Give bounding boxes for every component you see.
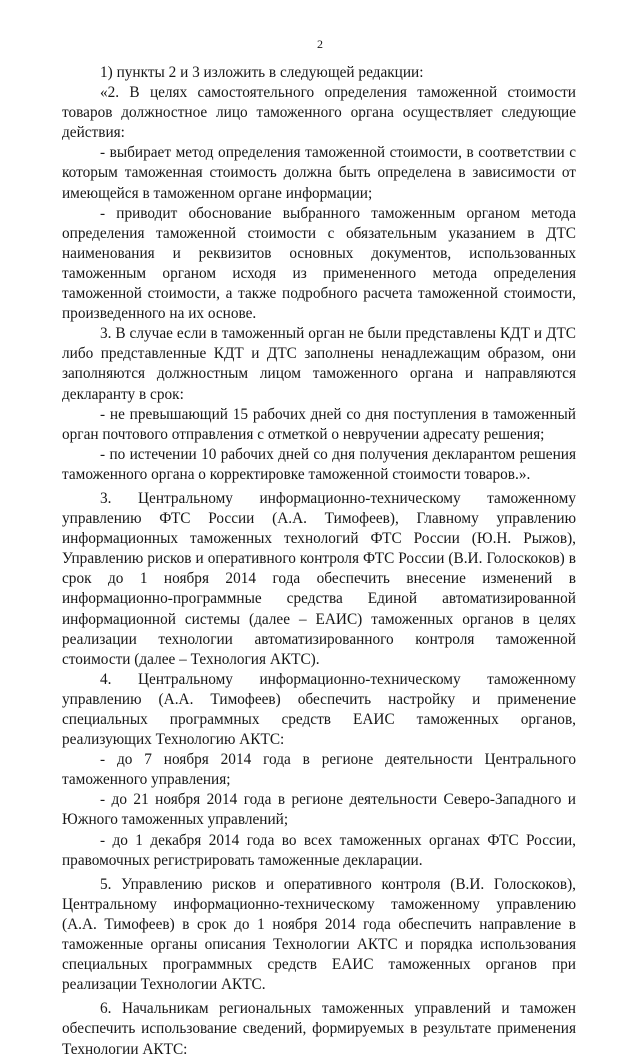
- paragraph-item-2-bullet-1: - выбирает метод определения таможенной стоимости, в соответствии с которым таможенная стоимость должна быть определена в зависимости от имеющейся в таможенном органе информации;: [62, 144, 576, 202]
- paragraph-section-4: 4. Центральному информационно-техническому таможенному управлению (А.А. Тимофеев) обеспечить настройку и применение специальных программных средств ЕАИС таможенных органов, реализующих Технологию АКТС:: [62, 670, 576, 749]
- paragraph-item-3: 3. В случае если в таможенный орган не были представлены КДТ и ДТС либо представленные КДТ и ДТС заполнены ненадлежащим образом, они заполняются должностным лицом таможенного органа и направляются декларанту в срок:: [62, 325, 576, 403]
- paragraph-item-3-bullet-1: - не превышающий 15 рабочих дней со дня поступления в таможенный орган почтового отправления с отметкой о невручении адресату решения;: [62, 405, 576, 443]
- paragraph-amendment-intro: 1) пункты 2 и 3 изложить в следующей редакции:: [100, 64, 424, 81]
- paragraph-section-6: 6. Начальникам региональных таможенных управлений и таможен обеспечить использование сведений, формируемых в результате применения Технологии АКТС:: [62, 1000, 576, 1058]
- paragraph-section-4-bullet-3: - до 1 декабря 2014 года во всех таможенных органах ФТС России, правомочных регистрировать таможенные декларации.: [62, 831, 576, 869]
- paragraph-section-5: 5. Управлению рисков и оперативного контроля (В.И. Голоскоков), Центральному информационно-техническому таможенному управлению (А.А. Тимофеев) в срок до 1 ноября 2014 года обеспечить направление в таможенные органы описания Технологии АКТС и порядка использования специальных программных средств ЕАИС таможенных органов при реализации Технологии АКТС.: [62, 875, 576, 994]
- paragraph-item-2: «2. В целях самостоятельного определения таможенной стоимости товаров должностное лицо таможенного органа осуществляет следующие действия:: [62, 84, 576, 142]
- paragraph-section-4-bullet-1: - до 7 ноября 2014 года в регионе деятельности Центрального таможенного управления;: [62, 751, 576, 789]
- page-number: 2: [317, 37, 323, 51]
- paragraph-item-3-bullet-2: - по истечении 10 рабочих дней со дня получения декларантом решения таможенного органа о корректировке таможенной стоимости товаров.».: [62, 445, 576, 483]
- paragraph-section-3: 3. Центральному информационно-техническому таможенному управлению ФТС России (А.А. Тимофеев), Главному управлению информационных таможенных технологий ФТС России (Ю.Н. Рыжов), Управлению рисков и оперативного контроля ФТС России (В.И. Голоскоков) в срок до 1 ноября 2014 года обеспечить внесение изменений в информационно-программные средства Единой автоматизированной информационной системы (далее – ЕАИС) таможенных органов в целях реализации технологии автоматизированного контроля таможенной стоимости (далее – Технология АКТС).: [62, 489, 576, 668]
- paragraph-section-4-bullet-2: - до 21 ноября 2014 года в регионе деятельности Северо-Западного и Южного таможенных управлений;: [62, 791, 576, 829]
- paragraph-item-2-bullet-2: - приводит обоснование выбранного таможенным органом метода определения таможенной стоимости с обязательным указанием в ДТС наименования и реквизитов основных документов, использованных таможенным органом исходя из примененного метода определения таможенной стоимости, а также подробного расчета таможенной стоимости, произведенного на их основе.: [62, 204, 576, 323]
- document-body: [62, 63, 576, 1060]
